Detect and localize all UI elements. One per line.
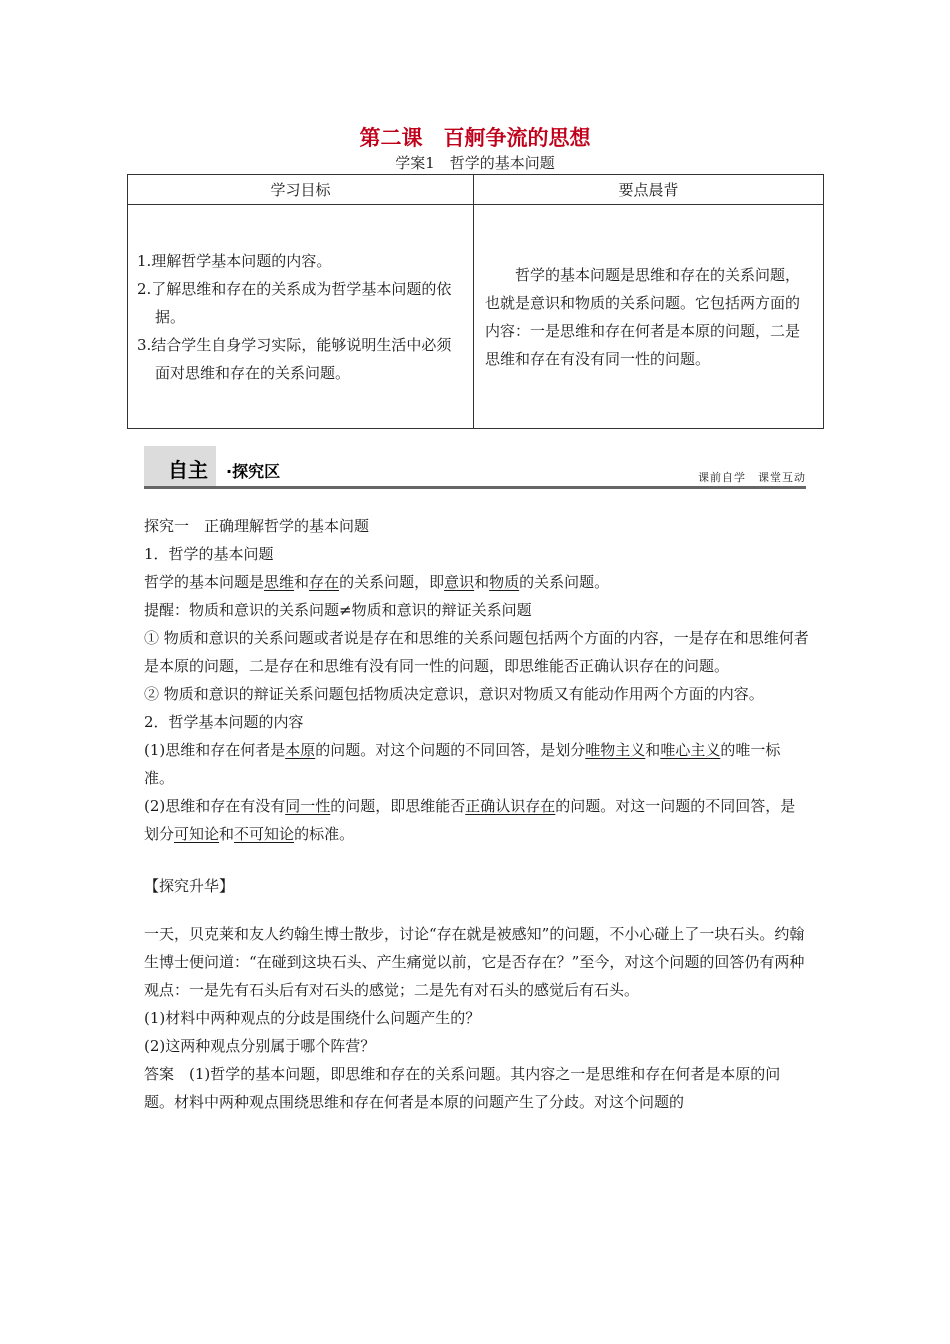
section-main-label: 自主 [168,458,208,482]
paragraph-basic-question [144,568,809,596]
spacer [144,848,809,872]
keypoints-header: 要点晨背 [474,175,824,205]
text-run: 的标准。 [294,825,355,843]
blank-answer: 正确认识存在 [465,797,556,815]
text-run: 的关系问题。 [519,573,610,591]
goals-list [129,247,472,387]
text-run: 和 [294,573,310,591]
text-run: 哲学的基本问题是 [144,573,265,591]
table-header-row [128,175,824,205]
blank-answer: 物质 [489,573,520,591]
blank-answer: 唯物主义 [585,741,646,759]
spacer [144,900,809,920]
text-run: 和 [219,825,235,843]
question-two: (2)这两种观点分别属于哪个阵营？ [144,1037,376,1055]
blank-answer: 存在 [309,573,340,591]
text-run: 的关系问题，即 [339,573,445,591]
blank-answer: 本原 [285,741,316,759]
heading-content: 2．哲学基本问题的内容 [144,713,304,731]
text-run: 的唯一标准。 [144,741,781,787]
content-body [144,512,809,1116]
keypoint-text: 哲学的基本问题是思维和存在的关系问题，也就是意识和物质的关系问题。它包括两方面的内容：一是思维和存在何者是本原的问题，二是思维和存在有没有同一性的问题。 [485,265,801,368]
blank-answer: 同一性 [285,797,331,815]
text-run: 和 [645,741,661,759]
goal-item: 1.理解哲学基本问题的内容。 [137,251,332,270]
blank-answer: 思维 [264,573,295,591]
reminder: 提醒：物质和意识的关系问题≠物质和意识的辩证关系问题 [144,601,532,619]
blank-answer: 意识 [444,573,475,591]
table-body-row [128,205,824,429]
paragraph-origin [144,736,809,792]
answer-paragraph: 答案 (1)哲学的基本问题，即思维和存在的关系问题。其内容之一是思维和存在何者是本原的问题。材料中两种观点围绕思维和存在何者是本原的问题产生了分歧。对这个问题的 [144,1065,781,1111]
story-paragraph: 一天，贝克莱和友人约翰生博士散步，讨论“存在就是被感知”的问题，不小心碰上了一块石头。约翰生博士便问道：“在碰到这块石头、产生痛觉以前，它是否存在？”至今，对这个问题的回答仍有两种观点：一是先有石头后有对石头的感觉；二是先有对石头的感觉后有石头。 [144,925,805,999]
text-run: 和 [474,573,490,591]
section-header [144,446,806,490]
goals-header: 学习目标 [128,175,474,205]
section-sub-label: ·探究区 [226,462,281,481]
paragraph-identity [144,792,809,848]
blank-answer: 不可知论 [234,825,295,843]
text-run: (2)思维和存在有没有 [144,797,286,815]
text-run: 的问题，即思维能否 [330,797,466,815]
blank-answer: 可知论 [174,825,220,843]
text-run: (1)思维和存在何者是 [144,741,286,759]
point-two: ② 物质和意识的辩证关系问题包括物质决定意识，意识对物质又有能动作用两个方面的内容。 [144,685,764,703]
question-one: (1)材料中两种观点的分歧是围绕什么问题产生的？ [144,1009,481,1027]
goal-item: 3.结合学生自身学习实际，能够说明生活中必须面对思维和存在的关系问题。 [137,335,452,382]
section-right-label: 课前自学 课堂互动 [698,471,806,484]
lesson-title: 第二课 百舸争流的思想 [359,126,591,150]
text-run: 的问题。对这个问题的不同回答，是划分 [315,741,586,759]
section-divider [144,486,806,489]
objectives-table [127,174,824,429]
keypoint-cell [474,205,824,429]
explore-title: 探究一 正确理解哲学的基本问题 [144,517,370,535]
text-run: 的问题。对这一问题的不同回答，是划分 [144,797,796,843]
goals-cell [128,205,474,429]
goal-item: 2.了解思维和存在的关系成为哲学基本问题的依据。 [137,279,452,326]
blank-answer: 唯心主义 [660,741,721,759]
upgrade-heading: 【探究升华】 [144,877,235,895]
heading-basic-question: 1．哲学的基本问题 [144,545,274,563]
point-one: ① 物质和意识的关系问题或者说是存在和思维的关系问题包括两个方面的内容，一是存在和思维何者是本原的问题，二是存在和思维有没有同一性的问题，即思维能否正确认识存在的问题。 [144,629,809,675]
lesson-subtitle: 学案1 哲学的基本问题 [395,154,555,172]
